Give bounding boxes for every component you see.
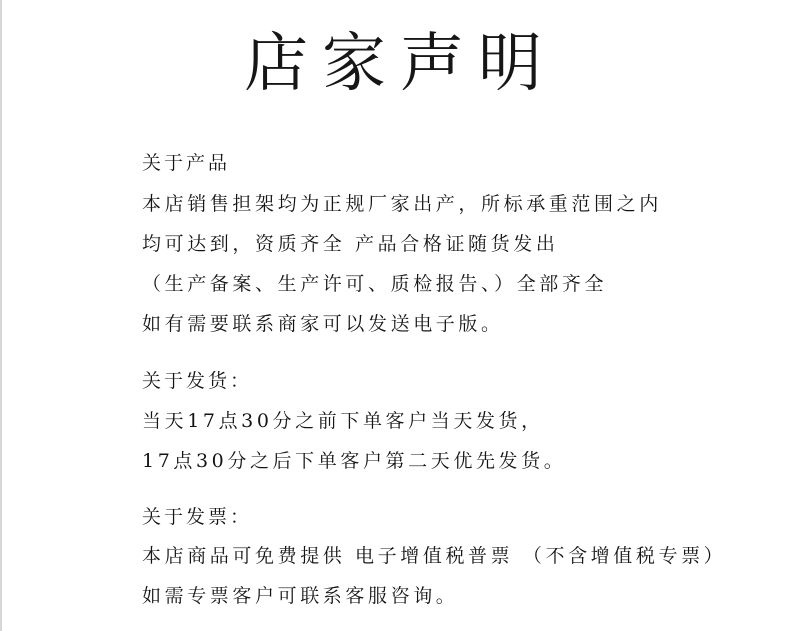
- section-heading-invoice: 关于发票：: [142, 506, 253, 528]
- product-line-1: 本店销售担架均为正规厂家出产，所标承重范围之内: [142, 193, 662, 215]
- section-heading-product: 关于产品: [142, 152, 231, 174]
- invoice-line-2: 如需专票客户可联系客服咨询。: [142, 585, 459, 607]
- product-line-4: 如有需要联系商家可以发送电子版。: [142, 313, 504, 335]
- invoice-line-1: 本店商品可免费提供 电子增值税普票 （不含增值税专票）: [142, 545, 727, 567]
- shipping-line-1: 当天17点30分之前下单客户当天发货，: [142, 410, 544, 432]
- section-heading-shipping: 关于发货：: [142, 370, 253, 392]
- shipping-line-2: 17点30分之后下单客户第二天优先发货。: [142, 450, 567, 472]
- page-title: 店家声明: [244, 27, 556, 101]
- product-line-2: 均可达到，资质齐全 产品合格证随货发出: [142, 233, 559, 255]
- product-line-3: （生产备案、生产许可、质检报告、）全部齐全: [142, 273, 608, 295]
